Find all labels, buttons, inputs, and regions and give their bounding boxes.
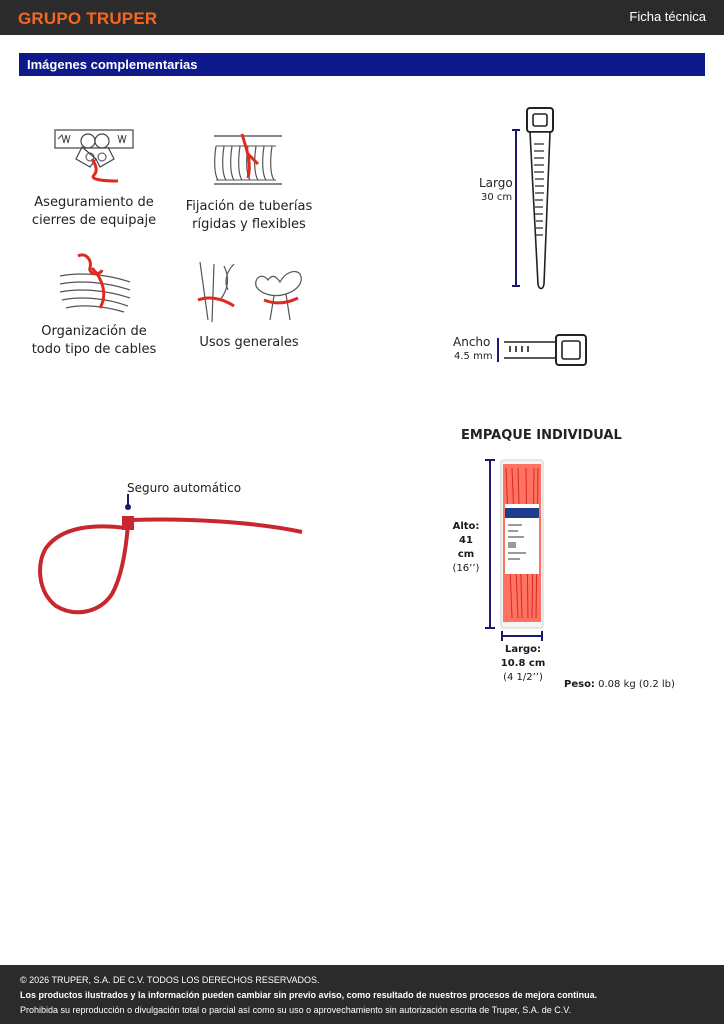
package-height-label: Alto: (452, 521, 480, 532)
cable-organization-illustration (56, 250, 134, 314)
width-value: 4.5 mm (454, 351, 493, 362)
luggage-zipper-illustration (52, 125, 138, 187)
caption-line: Aseguramiento de (34, 195, 154, 210)
package-length-cm: 10.8 cm (500, 658, 546, 669)
footer (0, 965, 724, 1024)
package-length-label: Largo: (504, 644, 542, 655)
package-height-block (451, 520, 481, 576)
weight-value: 0.08 kg (0.2 lb) (598, 679, 675, 690)
package-illustration (482, 458, 548, 644)
caption-line: Fijación de tuberías (185, 199, 313, 214)
use-caption-luggage (28, 194, 160, 230)
caption-line: cierres de equipaje (31, 213, 157, 228)
use-caption-general (180, 334, 318, 352)
section-title: Imágenes complementarias (27, 57, 198, 72)
package-title: EMPAQUE INDIVIDUAL (461, 428, 622, 443)
automatic-lock-label: Seguro automático (127, 481, 242, 495)
weight-label: Peso: (564, 679, 595, 690)
width-label: Ancho (453, 335, 491, 349)
caption-line: Usos generales (199, 335, 299, 350)
caption-line: Organización de (41, 324, 147, 339)
pipe-fastening-illustration (212, 128, 286, 190)
package-height-in: (16’’) (452, 563, 480, 574)
use-caption-pipes (180, 198, 318, 234)
brand-logo: GRUPO TRUPER (18, 9, 158, 28)
package-weight (564, 679, 675, 690)
footer-notice: Los productos ilustrados y la información pueden cambiar sin previo aviso, como resultado de nuestros procesos de mejora continua. (20, 990, 598, 1000)
use-caption-cables (28, 323, 160, 359)
cable-tie-width-illustration (494, 330, 590, 370)
length-value: 30 cm (481, 192, 513, 203)
cable-tie-loop-illustration (36, 494, 308, 620)
package-height-cm: 41 cm (457, 535, 475, 560)
caption-line: todo tipo de cables (31, 342, 157, 357)
length-label: Largo (479, 176, 513, 190)
footer-prohibition: Prohibida su reproducción o divulgación total o parcial así como su uso o aprovechamiento sin autorización escrita de Truper, S.A. de C.V. (20, 1005, 571, 1015)
caption-line: rígidas y flexibles (192, 217, 306, 232)
footer-copyright: © 2026 TRUPER, S.A. DE C.V. TODOS LOS DERECHOS RESERVADOS. (20, 975, 320, 985)
section-header (19, 53, 705, 76)
package-length-block (496, 643, 550, 685)
cable-tie-length-illustration (508, 104, 558, 294)
document-type: Ficha técnica (629, 9, 706, 24)
general-uses-illustration (194, 260, 306, 324)
package-length-in: (4 1/2’’) (503, 672, 543, 683)
top-bar (0, 0, 724, 35)
